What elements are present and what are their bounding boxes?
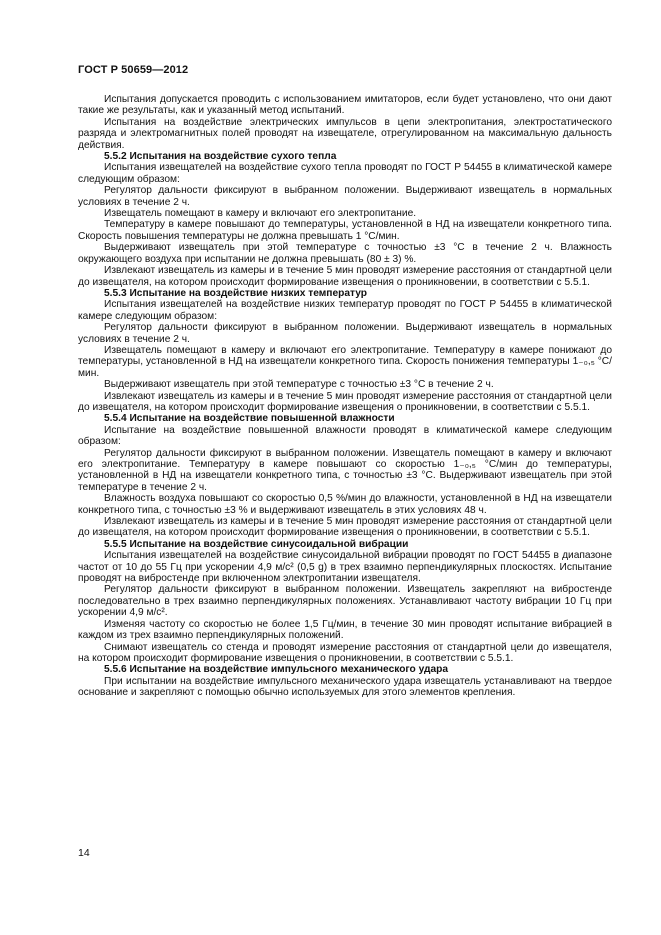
section-heading: 5.5.6 Испытание на воздействие импульсного механического удара [104, 664, 449, 676]
paragraph: Регулятор дальности фиксируют в выбранном положении. Извещатель закрепляют на вибростенде последовательно в трех взаимно перпендикулярных положениях. Устанавливают частоту вибрации 10 Гц при ускорении 4,9 м/с². [78, 584, 612, 619]
paragraph: Регулятор дальности фиксируют в выбранном положении. Выдерживают извещатель в нормальных условиях в течение 2 ч. [78, 185, 612, 208]
paragraph: Испытания извещателей на воздействие сухого тепла проводят по ГОСТ Р 54455 в климатической камере следующим образом: [78, 162, 612, 185]
section-heading: 5.5.3 Испытание на воздействие низких температур [104, 287, 367, 299]
paragraph: Извещатель помещают в камеру и включают его электропитание. [104, 208, 417, 220]
section-heading: 5.5.5 Испытание на воздействие синусоидальной вибрации [104, 538, 409, 550]
paragraph: Извлекают извещатель из камеры и в течение 5 мин проводят измерение расстояния от стандартной цели до извещателя, на котором происходит формирование извещения о проникновении, в соответствии с 5.5.1. [78, 390, 612, 413]
paragraph: Извещатель помещают в камеру и включают его электропитание. Температуру в камере понижают до температуры, установленной в НД на извещатели конкретного типа. Скорость понижения температуры 1₋₀,₅ °С/мин. [78, 344, 612, 379]
paragraph: Испытания извещателей на воздействие синусоидальной вибрации проводят по ГОСТ 54455 в диапазоне частот от 10 до 55 Гц при ускорении 4,9 м/с² (0,5 g) в трех взаимно перпендикулярных плоскостях. Испытание проводят на вибростенде при включенном электропитании извещателя. [78, 550, 612, 585]
document-header: ГОСТ Р 50659—2012 [78, 64, 189, 76]
paragraph: Регулятор дальности фиксируют в выбранном положении. Извещатель помещают в камеру и включают его электропитание. Температуру в камере повышают со скоростью 1₋₀,₅ °С/мин до температуры, установленной в НД на извещатели конкретного типа, с точностью ±3 °С. Выдерживают извещатель при этой температуре в течение 2 ч. [78, 447, 612, 493]
paragraph: Испытания извещателей на воздействие низких температур проводят по ГОСТ Р 54455 в климатической камере следующим образом: [78, 299, 612, 322]
section-heading: 5.5.4 Испытание на воздействие повышенной влажности [104, 413, 395, 425]
paragraph: Изменяя частоту со скоростью не более 1,5 Гц/мин, в течение 30 мин проводят испытание вибрацией в каждом из трех взаимно перпендикулярных положений. [78, 618, 612, 642]
paragraph: Извлекают извещатель из камеры и в течение 5 мин проводят измерение расстояния от стандартной цели до извещателя, на котором происходит формирование извещения о проникновении, в соответствии с 5.5.1. [78, 516, 612, 539]
paragraph: Температуру в камере повышают до температуры, установленной в НД на извещатели конкретного типа. Скорость повышения температуры не должна превышать 1 °С/мин. [78, 219, 612, 242]
paragraph: При испытании на воздействие импульсного механического удара извещатель устанавливают на твердое основание и закрепляют с помощью обычно используемых для этого элементов крепления. [78, 675, 612, 699]
paragraph: Регулятор дальности фиксируют в выбранном положении. Выдерживают извещатель в нормальных условиях в течение 2 ч. [78, 322, 612, 345]
paragraph: Снимают извещатель со стенда и проводят измерение расстояния от стандартной цели до извещателя, на котором происходит формирование извещения о проникновении, в соответствии с 5.5.1. [78, 641, 612, 664]
section-heading: 5.5.2 Испытания на воздействие сухого тепла [104, 151, 337, 163]
page-number: 14 [78, 847, 90, 859]
paragraph: Испытания допускается проводить с использованием имитаторов, если будет установлено, что они дают такие же результаты, как и указанный метод испытаний. [78, 94, 612, 117]
paragraph: Испытания на воздействие электрических импульсов в цепи электропитания, электростатического разряда и электромагнитных полей проводят на извещателе, отрегулированном на максимальную дальность действия. [78, 116, 612, 151]
paragraph: Выдерживают извещатель при этой температуре с точностью ±3 °С в течение 2 ч. [104, 379, 494, 391]
document-body [78, 94, 612, 699]
paragraph: Испытание на воздействие повышенной влажности проводят в климатической камере следующим образом: [78, 424, 612, 448]
paragraph: Влажность воздуха повышают со скоростью 0,5 %/мин до влажности, установленной в НД на извещатели конкретного типа, с точностью ±3 % и выдерживают извещатель в этих условиях 48 ч. [78, 493, 612, 516]
paragraph: Извлекают извещатель из камеры и в течение 5 мин проводят измерение расстояния от стандартной цели до извещателя, на котором происходит формирование извещения о проникновении, в соответствии с 5.5.1. [78, 265, 612, 288]
paragraph: Выдерживают извещатель при этой температуре с точностью ±3 °С в течение 2 ч. Влажность окружающего воздуха при испытании не должна превышать (80 ± 3) %. [78, 242, 612, 265]
